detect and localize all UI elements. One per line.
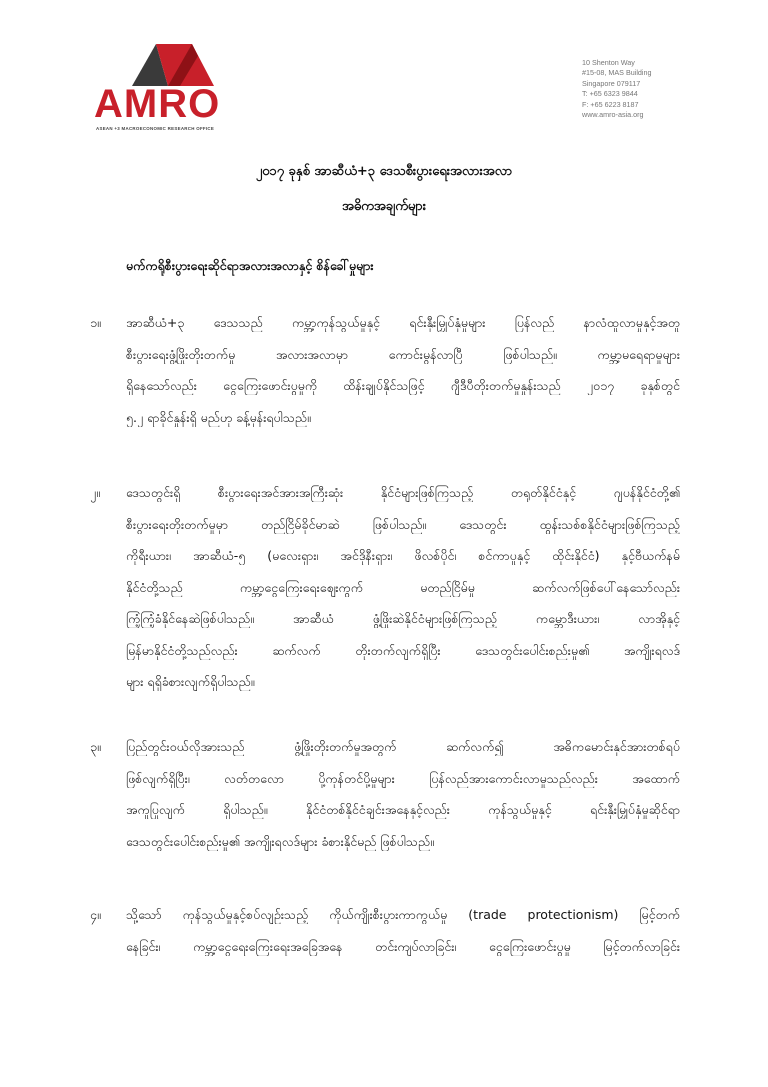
paragraph-line: အာဆီယံ+၃ ဒေသသည် ကမ္ဘာ့ကုန်သွယ်မှုနှင့် ရင်းနှီးမြှုပ်နှံမှုများ ပြန်လည် နာလံထူလာမှုနှင့်အတူ xyxy=(126,315,680,330)
paragraph-line: စီးပွားရေးတိုးတက်မှုမှာ တည်ငြိမ်ခိုင်မာဆဲ ဖြစ်ပါသည်။ ဒေသတွင်း ထွန်းသစ်စနိုင်ငံများဖြစ်ကြသည့် xyxy=(126,516,680,532)
paragraph-number: ၃။ xyxy=(90,739,101,754)
paragraph-line: ဒေသတွင်းရှိ စီးပွားရေးအင်အားအကြီးဆုံး နိုင်ငံများဖြစ်ကြသည့် တရုတ်နိုင်ငံနှင့် ဂျပန်နိုင်ငံတို့၏ xyxy=(126,485,680,500)
section-heading: မက်ကရိုစီးပွားရေးဆိုင်ရာအလားအလာနှင့် စိန်ခေါ်မှုများ xyxy=(126,258,374,273)
paragraph-line: ကြံ့ကြံ့ခံနိုင်နေဆဲဖြစ်ပါသည်။ အာဆီယံ ဖွံ့ဖြိုးဆဲနိုင်ငံများဖြစ်ကြသည့် ကမ္ဘောဒီးယား၊ လာအိုနှင့် xyxy=(126,611,680,626)
paragraph-line: ရှိနေသော်လည်း ငွေကြေးဖောင်းပွမှုကို ထိန်းချုပ်နိုင်သဖြင့် ဂျီဒီပီတိုးတက်မှုနှုန်းသည် ၂၀၁၇ ခုနှစ်တွင် xyxy=(126,378,680,393)
address-phone: T: +65 6323 9844 xyxy=(582,89,638,99)
paragraph-line: စီးပွားရေးဖွံ့ဖြိုးတိုးတက်မှု အလားအလာမှာ ကောင်းမွန်လာပြီ ဖြစ်ပါသည်။ ကမ္ဘာ့မရေရာမှုများ xyxy=(126,346,680,362)
logo-wordmark: AMRO xyxy=(94,82,221,126)
paragraph-line: ဒေသတွင်းပေါင်းစည်းမှု၏ အကျိုးရလဒ်များ ခံစားနိုင်မည် ဖြစ်ပါသည်။ xyxy=(126,833,434,849)
logo-subtitle: ASEAN +3 MACROECONOMIC RESEARCH OFFICE xyxy=(96,126,215,131)
address-line: #15-08, MAS Building xyxy=(582,68,652,78)
address-fax: F: +65 6223 8187 xyxy=(582,99,639,109)
paragraph-line: ၅.၂ ရာခိုင်နှုန်းရှိ မည်ဟု ခန့်မှန်းရပါသည်။ xyxy=(126,409,311,425)
paragraph-line: များ ရရှိခံစားလျက်ရှိပါသည်။ xyxy=(126,674,255,689)
amro-logo xyxy=(94,44,244,131)
document-title: ၂၀၁၇ ခုနှစ် အာဆီယံ+၃ ဒေသစီးပွားရေးအလားအလာ xyxy=(255,164,513,179)
paragraph-number: ၁။ xyxy=(90,315,101,330)
paragraph-line: နေခြင်း၊ ကမ္ဘာ့ငွေရေးကြေးရေးအခြေအနေ တင်းကျပ်လာခြင်း၊ ငွေကြေးဖောင်းပွမှု မြင့်တက်လာခြင်း xyxy=(126,938,680,954)
address-website: www.amro-asia.org xyxy=(582,110,644,120)
paragraph-number: ၄။ xyxy=(90,907,101,922)
office-address xyxy=(582,58,652,120)
paragraph-line: မြန်မာနိုင်ငံတို့သည်လည်း ဆက်လက် တိုးတက်လျက်ရှိပြီး ဒေသတွင်းပေါင်းစည်းမှု၏ အကျိုးရလဒ် xyxy=(126,642,680,658)
paragraph-line: ပြည်တွင်းဝယ်လိုအားသည် ဖွံ့ဖြိုးတိုးတက်မှုအတွက် ဆက်လက်၍ အဓိကမောင်းနှင်အားတစ်ရပ် xyxy=(126,739,680,754)
paragraph-number: ၂။ xyxy=(90,485,100,500)
amro-triangle-icon xyxy=(128,44,214,86)
paragraph-line: နိုင်ငံတို့သည် ကမ္ဘာ့ငွေကြေးရေးဈေးကွက် မတည်ငြိမ်မှု ဆက်လက်ဖြစ်ပေါ်နေသော်လည်း xyxy=(126,579,680,595)
address-line: Singapore 079117 xyxy=(582,78,641,88)
paragraph-line: အကူပြုလျက် ရှိပါသည်။ နိုင်ငံတစ်နိုင်ငံချင်းအနေနှင့်လည်း ကုန်သွယ်မှုနှင့် ရင်းနှီးမြှုပ်နှံမှုဆိုင်ရာ xyxy=(126,802,680,817)
paragraph-line: ဖြစ်လျက်ရှိပြီး၊ လတ်တလော ပို့ကုန်တင်ပို့မှုများ ပြန်လည်အားကောင်းလာမှုသည်လည်း အထောက် xyxy=(126,770,680,786)
address-line: 10 Shenton Way xyxy=(582,58,635,67)
paragraph-line: ကိုရီးယား၊ အာဆီယံ-၅ (မလေးရှား၊ အင်ဒိုနီးရှား၊ ဖိလစ်ပိုင်၊ စင်ကာပူနှင့် ထိုင်းနိုင်ငံ) နှင့်ဗီယက်နမ် xyxy=(126,548,680,563)
paragraph-line: သို့သော် ကုန်သွယ်မှုနှင့်စပ်လျဉ်းသည့် ကိုယ်ကျိုးစီးပွားကာကွယ်မှု (trade protectionism) မြင့်တက် xyxy=(126,907,680,922)
document-subtitle: အဓိကအချက်များ xyxy=(341,199,427,214)
